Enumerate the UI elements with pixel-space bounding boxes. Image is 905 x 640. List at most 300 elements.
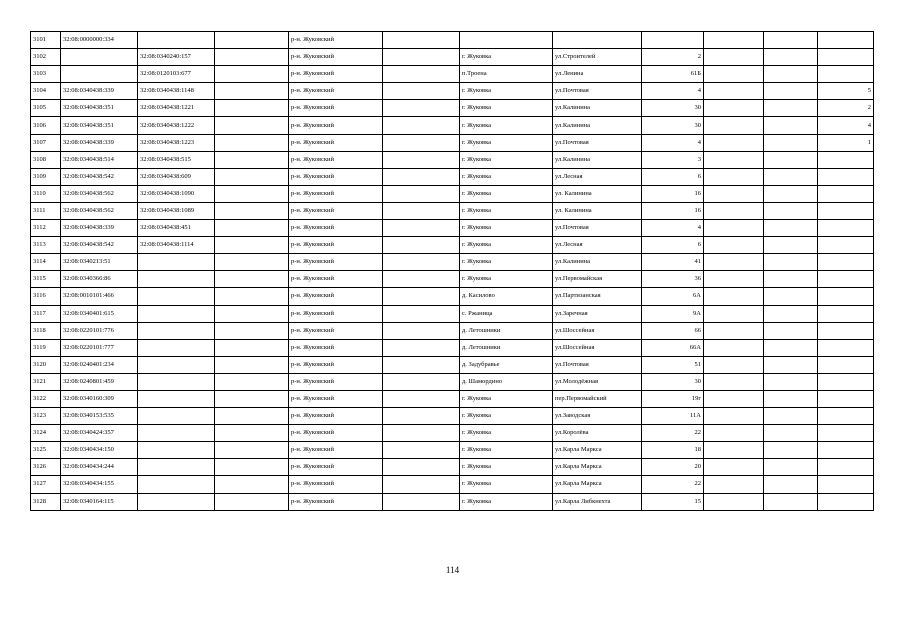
table-row	[31, 168, 874, 185]
empty-cell	[383, 168, 460, 185]
empty-cell	[215, 32, 289, 49]
row-number-cell: 3115	[31, 271, 61, 288]
empty-cell	[383, 237, 460, 254]
empty-cell	[215, 254, 289, 271]
cadastral-number-cell: 32:08:0340438:542	[61, 168, 138, 185]
locality-cell: г. Жуковка	[460, 271, 553, 288]
table-row	[31, 373, 874, 390]
cadastral-number-cell: 32:08:0340164:115	[61, 493, 138, 510]
table-row	[31, 408, 874, 425]
locality-cell: г. Жуковка	[460, 237, 553, 254]
locality-cell: г. Жуковка	[460, 390, 553, 407]
empty-cell	[215, 168, 289, 185]
house-number-cell: 20	[642, 459, 704, 476]
empty-cell	[215, 271, 289, 288]
object-cadastral-number-cell	[138, 373, 215, 390]
empty-cell	[704, 442, 764, 459]
table-row	[31, 220, 874, 237]
table-row	[31, 305, 874, 322]
house-number-cell: 22	[642, 476, 704, 493]
cadastral-number-cell: 32:08:0340438:351	[61, 117, 138, 134]
locality-cell: г. Жуковка	[460, 100, 553, 117]
street-cell: ул.Почтовая	[553, 134, 642, 151]
district-cell: р-н. Жуковский	[289, 493, 383, 510]
cadastral-number-cell: 32:08:0240801:459	[61, 373, 138, 390]
empty-cell	[764, 271, 818, 288]
object-cadastral-number-cell	[138, 288, 215, 305]
street-cell: ул.Заводская	[553, 408, 642, 425]
house-number-cell: 66А	[642, 339, 704, 356]
empty-cell	[215, 49, 289, 66]
apartment-number-cell	[818, 288, 874, 305]
empty-cell	[764, 493, 818, 510]
street-cell: ул.Карла Маркса	[553, 459, 642, 476]
empty-cell	[215, 185, 289, 202]
house-number-cell: 16	[642, 202, 704, 219]
empty-cell	[704, 459, 764, 476]
empty-cell	[764, 305, 818, 322]
apartment-number-cell	[818, 442, 874, 459]
empty-cell	[764, 100, 818, 117]
street-cell: ул.Шоссейная	[553, 322, 642, 339]
cadastral-number-cell: 32:08:0340424:357	[61, 425, 138, 442]
apartment-number-cell	[818, 151, 874, 168]
empty-cell	[215, 100, 289, 117]
empty-cell	[704, 185, 764, 202]
street-cell: ул.Карла Либкнехта	[553, 493, 642, 510]
empty-cell	[383, 390, 460, 407]
empty-cell	[383, 185, 460, 202]
locality-cell: д. Шамордино	[460, 373, 553, 390]
empty-cell	[383, 66, 460, 83]
apartment-number-cell	[818, 356, 874, 373]
row-number-cell: 3114	[31, 254, 61, 271]
empty-cell	[215, 493, 289, 510]
empty-cell	[764, 288, 818, 305]
apartment-number-cell	[818, 168, 874, 185]
house-number-cell	[642, 32, 704, 49]
street-cell: ул.Первомайская	[553, 271, 642, 288]
empty-cell	[764, 185, 818, 202]
empty-cell	[764, 373, 818, 390]
empty-cell	[704, 49, 764, 66]
empty-cell	[704, 237, 764, 254]
district-cell: р-н. Жуковский	[289, 66, 383, 83]
locality-cell: д. Касилово	[460, 288, 553, 305]
street-cell: ул.Калинина	[553, 254, 642, 271]
empty-cell	[383, 459, 460, 476]
object-cadastral-number-cell: 32:08:0340438:1148	[138, 83, 215, 100]
empty-cell	[704, 66, 764, 83]
empty-cell	[704, 168, 764, 185]
house-number-cell: 4	[642, 220, 704, 237]
empty-cell	[215, 408, 289, 425]
street-cell: ул.Почтовая	[553, 220, 642, 237]
street-cell: ул.Молодёжная	[553, 373, 642, 390]
empty-cell	[764, 459, 818, 476]
district-cell: р-н. Жуковский	[289, 356, 383, 373]
district-cell: р-н. Жуковский	[289, 408, 383, 425]
object-cadastral-number-cell	[138, 356, 215, 373]
cadastral-number-cell: 32:08:0340438:339	[61, 220, 138, 237]
empty-cell	[383, 254, 460, 271]
apartment-number-cell: 1	[818, 134, 874, 151]
table-row	[31, 32, 874, 49]
cadastral-number-cell: 32:08:0010101:466	[61, 288, 138, 305]
apartment-number-cell	[818, 493, 874, 510]
empty-cell	[215, 151, 289, 168]
row-number-cell: 3118	[31, 322, 61, 339]
empty-cell	[383, 271, 460, 288]
house-number-cell: 30	[642, 100, 704, 117]
table-row	[31, 425, 874, 442]
empty-cell	[383, 83, 460, 100]
district-cell: р-н. Жуковский	[289, 288, 383, 305]
apartment-number-cell	[818, 408, 874, 425]
locality-cell: д. Задубравье	[460, 356, 553, 373]
row-number-cell: 3122	[31, 390, 61, 407]
locality-cell: г. Жуковка	[460, 493, 553, 510]
cadastral-number-cell: 32:08:0340438:514	[61, 151, 138, 168]
empty-cell	[704, 151, 764, 168]
row-number-cell: 3123	[31, 408, 61, 425]
object-cadastral-number-cell	[138, 322, 215, 339]
object-cadastral-number-cell: 32:08:0120103:677	[138, 66, 215, 83]
street-cell: ул.Калинина	[553, 100, 642, 117]
empty-cell	[215, 305, 289, 322]
table-row	[31, 202, 874, 219]
empty-cell	[704, 271, 764, 288]
empty-cell	[215, 322, 289, 339]
street-cell: ул.Королёва	[553, 425, 642, 442]
district-cell: р-н. Жуковский	[289, 322, 383, 339]
house-number-cell: 30	[642, 117, 704, 134]
empty-cell	[383, 32, 460, 49]
empty-cell	[215, 288, 289, 305]
house-number-cell: 4	[642, 134, 704, 151]
object-cadastral-number-cell	[138, 425, 215, 442]
district-cell: р-н. Жуковский	[289, 271, 383, 288]
empty-cell	[383, 220, 460, 237]
table-row	[31, 117, 874, 134]
empty-cell	[383, 425, 460, 442]
empty-cell	[383, 442, 460, 459]
locality-cell	[460, 32, 553, 49]
empty-cell	[704, 408, 764, 425]
apartment-number-cell	[818, 220, 874, 237]
empty-cell	[704, 100, 764, 117]
row-number-cell: 3104	[31, 83, 61, 100]
apartment-number-cell	[818, 305, 874, 322]
apartment-number-cell	[818, 32, 874, 49]
district-cell: р-н. Жуковский	[289, 151, 383, 168]
empty-cell	[764, 356, 818, 373]
house-number-cell: 22	[642, 425, 704, 442]
street-cell: ул.Ленина	[553, 66, 642, 83]
empty-cell	[215, 476, 289, 493]
locality-cell: г. Жуковка	[460, 408, 553, 425]
apartment-number-cell: 5	[818, 83, 874, 100]
empty-cell	[215, 339, 289, 356]
empty-cell	[383, 408, 460, 425]
empty-cell	[764, 202, 818, 219]
empty-cell	[215, 425, 289, 442]
empty-cell	[704, 339, 764, 356]
house-number-cell: 36	[642, 271, 704, 288]
street-cell: ул.Партизанская	[553, 288, 642, 305]
table-row	[31, 185, 874, 202]
table-row	[31, 83, 874, 100]
row-number-cell: 3105	[31, 100, 61, 117]
table-row	[31, 254, 874, 271]
cadastral-number-cell: 32:08:0340434:155	[61, 476, 138, 493]
street-cell: ул.Калинина	[553, 151, 642, 168]
empty-cell	[383, 339, 460, 356]
row-number-cell: 3128	[31, 493, 61, 510]
street-cell: пер.Первомайский	[553, 390, 642, 407]
empty-cell	[383, 305, 460, 322]
empty-cell	[383, 493, 460, 510]
object-cadastral-number-cell	[138, 32, 215, 49]
house-number-cell: 6	[642, 237, 704, 254]
district-cell: р-н. Жуковский	[289, 220, 383, 237]
table-row	[31, 339, 874, 356]
row-number-cell: 3116	[31, 288, 61, 305]
apartment-number-cell	[818, 373, 874, 390]
object-cadastral-number-cell	[138, 476, 215, 493]
district-cell: р-н. Жуковский	[289, 339, 383, 356]
cadastral-number-cell: 32:08:0340213:51	[61, 254, 138, 271]
table-row	[31, 476, 874, 493]
row-number-cell: 3101	[31, 32, 61, 49]
empty-cell	[215, 66, 289, 83]
empty-cell	[704, 390, 764, 407]
apartment-number-cell	[818, 66, 874, 83]
empty-cell	[215, 202, 289, 219]
locality-cell: п.Троена	[460, 66, 553, 83]
street-cell: ул.Строителей	[553, 49, 642, 66]
locality-cell: г. Жуковка	[460, 442, 553, 459]
empty-cell	[704, 202, 764, 219]
district-cell: р-н. Жуковский	[289, 459, 383, 476]
cadastral-number-cell: 32:08:0340438:542	[61, 237, 138, 254]
row-number-cell: 3117	[31, 305, 61, 322]
table-row	[31, 66, 874, 83]
street-cell: ул.Лесная	[553, 237, 642, 254]
cadastral-number-cell: 32:08:0340438:562	[61, 185, 138, 202]
district-cell: р-н. Жуковский	[289, 100, 383, 117]
empty-cell	[215, 237, 289, 254]
district-cell: р-н. Жуковский	[289, 49, 383, 66]
district-cell: р-н. Жуковский	[289, 390, 383, 407]
apartment-number-cell: 4	[818, 117, 874, 134]
cadastral-number-cell: 32:08:0240401:234	[61, 356, 138, 373]
district-cell: р-н. Жуковский	[289, 237, 383, 254]
object-cadastral-number-cell	[138, 493, 215, 510]
cadastral-number-cell: 32:08:0340434:150	[61, 442, 138, 459]
row-number-cell: 3111	[31, 202, 61, 219]
district-cell: р-н. Жуковский	[289, 32, 383, 49]
apartment-number-cell	[818, 237, 874, 254]
row-number-cell: 3102	[31, 49, 61, 66]
empty-cell	[215, 134, 289, 151]
row-number-cell: 3127	[31, 476, 61, 493]
empty-cell	[764, 220, 818, 237]
locality-cell: г. Жуковка	[460, 425, 553, 442]
cadastral-number-cell: 32:08:0340366:86	[61, 271, 138, 288]
locality-cell: г. Жуковка	[460, 134, 553, 151]
empty-cell	[764, 49, 818, 66]
locality-cell: д. Летошники	[460, 322, 553, 339]
house-number-cell: 16	[642, 185, 704, 202]
table-row	[31, 100, 874, 117]
empty-cell	[383, 117, 460, 134]
empty-cell	[704, 493, 764, 510]
table-row	[31, 390, 874, 407]
street-cell: ул. Калинина	[553, 202, 642, 219]
table-row	[31, 288, 874, 305]
empty-cell	[704, 356, 764, 373]
table-row	[31, 49, 874, 66]
object-cadastral-number-cell	[138, 442, 215, 459]
house-number-cell: 6	[642, 168, 704, 185]
locality-cell: г. Жуковка	[460, 476, 553, 493]
street-cell: ул.Карла Маркса	[553, 476, 642, 493]
locality-cell: г. Жуковка	[460, 459, 553, 476]
district-cell: р-н. Жуковский	[289, 305, 383, 322]
row-number-cell: 3126	[31, 459, 61, 476]
empty-cell	[704, 117, 764, 134]
cadastral-number-cell: 32:08:0340438:562	[61, 202, 138, 219]
locality-cell: г. Жуковка	[460, 168, 553, 185]
locality-cell: г. Жуковка	[460, 185, 553, 202]
empty-cell	[383, 151, 460, 168]
table-row	[31, 134, 874, 151]
empty-cell	[383, 373, 460, 390]
empty-cell	[764, 390, 818, 407]
empty-cell	[764, 408, 818, 425]
empty-cell	[704, 476, 764, 493]
empty-cell	[704, 134, 764, 151]
apartment-number-cell	[818, 476, 874, 493]
object-cadastral-number-cell: 32:08:0340438:1090	[138, 185, 215, 202]
empty-cell	[215, 356, 289, 373]
house-number-cell: 11А	[642, 408, 704, 425]
empty-cell	[704, 220, 764, 237]
empty-cell	[764, 339, 818, 356]
row-number-cell: 3113	[31, 237, 61, 254]
object-cadastral-number-cell	[138, 459, 215, 476]
object-cadastral-number-cell	[138, 271, 215, 288]
house-number-cell: 6А	[642, 288, 704, 305]
empty-cell	[764, 254, 818, 271]
street-cell: ул.Шоссейная	[553, 339, 642, 356]
cadastral-number-cell: 32:08:0340438:339	[61, 83, 138, 100]
empty-cell	[704, 83, 764, 100]
apartment-number-cell	[818, 459, 874, 476]
empty-cell	[704, 322, 764, 339]
street-cell: ул.Лесная	[553, 168, 642, 185]
empty-cell	[383, 49, 460, 66]
apartment-number-cell	[818, 425, 874, 442]
empty-cell	[764, 168, 818, 185]
street-cell: ул.Карла Маркса	[553, 442, 642, 459]
empty-cell	[764, 134, 818, 151]
empty-cell	[383, 476, 460, 493]
empty-cell	[383, 322, 460, 339]
object-cadastral-number-cell	[138, 390, 215, 407]
street-cell: ул.Почтовая	[553, 83, 642, 100]
empty-cell	[383, 288, 460, 305]
empty-cell	[383, 100, 460, 117]
page-number: 114	[445, 565, 460, 575]
street-cell	[553, 32, 642, 49]
cadastral-number-cell: 32:08:0340401:615	[61, 305, 138, 322]
apartment-number-cell	[818, 254, 874, 271]
empty-cell	[764, 237, 818, 254]
table-row	[31, 493, 874, 510]
district-cell: р-н. Жуковский	[289, 442, 383, 459]
empty-cell	[215, 390, 289, 407]
district-cell: р-н. Жуковский	[289, 373, 383, 390]
apartment-number-cell	[818, 339, 874, 356]
row-number-cell: 3124	[31, 425, 61, 442]
cadastral-number-cell: 32:08:0340438:339	[61, 134, 138, 151]
empty-cell	[764, 442, 818, 459]
empty-cell	[704, 32, 764, 49]
empty-cell	[215, 442, 289, 459]
table-row	[31, 356, 874, 373]
locality-cell: г. Жуковка	[460, 83, 553, 100]
house-number-cell: 66	[642, 322, 704, 339]
row-number-cell: 3112	[31, 220, 61, 237]
house-number-cell: 51	[642, 356, 704, 373]
house-number-cell: 61Б	[642, 66, 704, 83]
object-cadastral-number-cell: 32:08:0340438:1114	[138, 237, 215, 254]
empty-cell	[383, 202, 460, 219]
table-row	[31, 322, 874, 339]
empty-cell	[215, 220, 289, 237]
locality-cell: г. Жуковка	[460, 254, 553, 271]
empty-cell	[764, 322, 818, 339]
street-cell: ул.Заречная	[553, 305, 642, 322]
locality-cell: г. Жуковка	[460, 151, 553, 168]
object-cadastral-number-cell	[138, 254, 215, 271]
cadastral-number-cell: 32:08:0220101:777	[61, 339, 138, 356]
empty-cell	[215, 373, 289, 390]
empty-cell	[764, 117, 818, 134]
district-cell: р-н. Жуковский	[289, 83, 383, 100]
row-number-cell: 3110	[31, 185, 61, 202]
object-cadastral-number-cell: 32:08:0340438:609	[138, 168, 215, 185]
apartment-number-cell	[818, 322, 874, 339]
empty-cell	[704, 425, 764, 442]
house-number-cell: 19г	[642, 390, 704, 407]
object-cadastral-number-cell: 32:08:0340438:1089	[138, 202, 215, 219]
locality-cell: г. Жуковка	[460, 117, 553, 134]
street-cell: ул.Калинина	[553, 117, 642, 134]
cadastral-number-cell: 32:08:0340438:351	[61, 100, 138, 117]
apartment-number-cell	[818, 271, 874, 288]
object-cadastral-number-cell	[138, 339, 215, 356]
empty-cell	[704, 305, 764, 322]
apartment-number-cell	[818, 49, 874, 66]
cadastral-number-cell	[61, 49, 138, 66]
row-number-cell: 3103	[31, 66, 61, 83]
object-cadastral-number-cell: 32:08:0340438:1223	[138, 134, 215, 151]
object-cadastral-number-cell: 32:08:0340240:157	[138, 49, 215, 66]
empty-cell	[764, 32, 818, 49]
